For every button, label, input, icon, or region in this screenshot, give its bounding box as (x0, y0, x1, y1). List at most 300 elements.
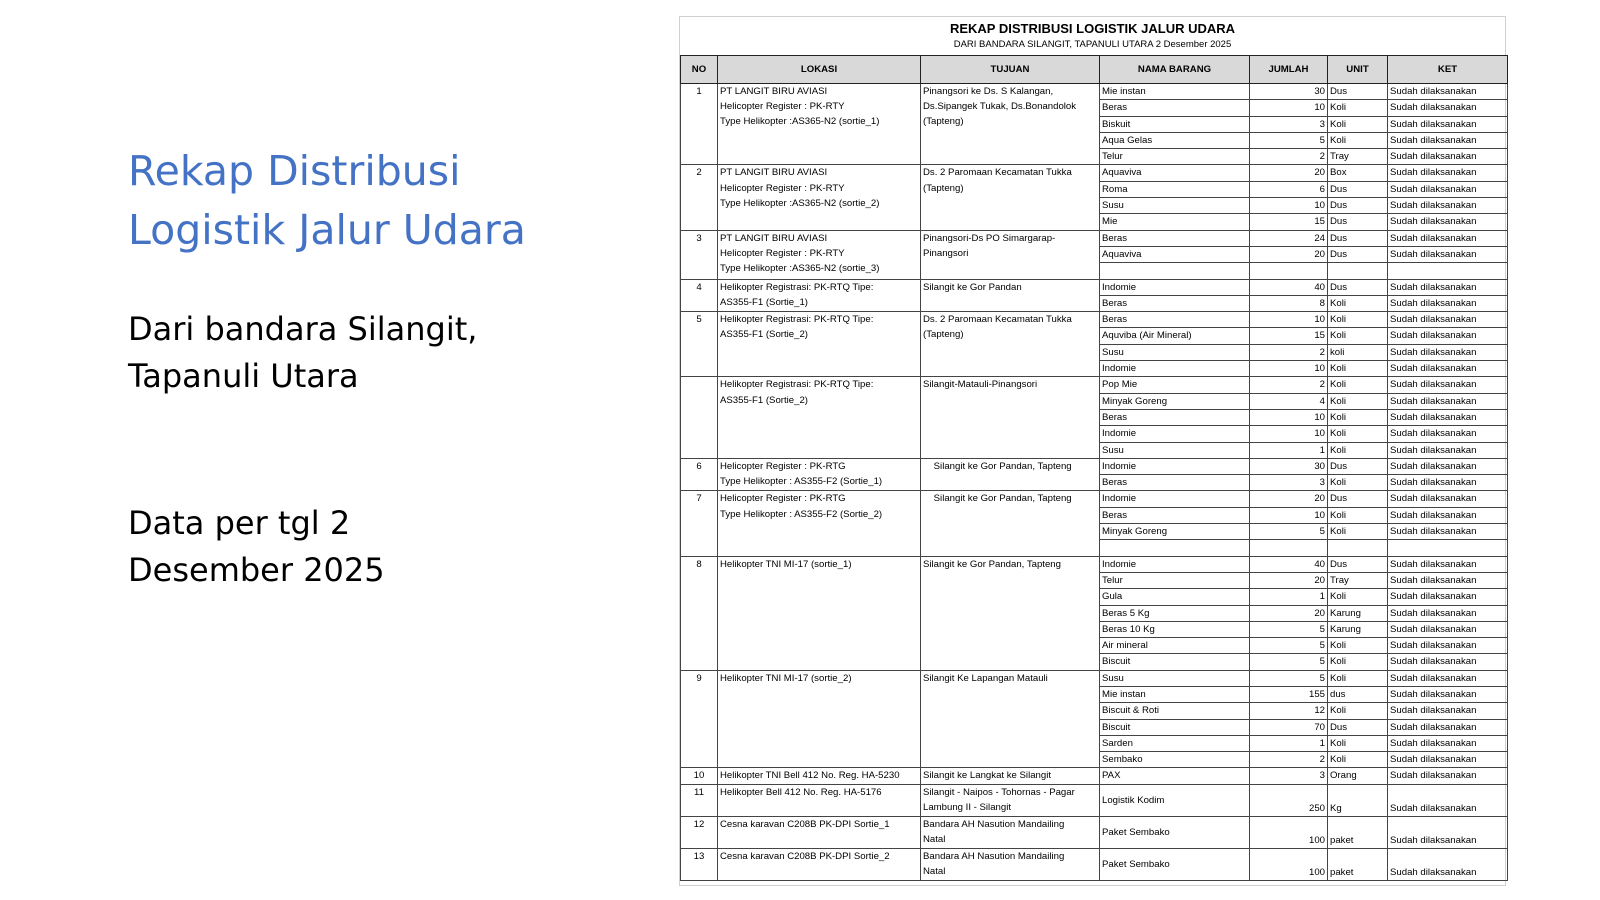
cell-jumlah: 10 (1250, 426, 1328, 442)
cell-unit: Dus (1328, 719, 1388, 735)
cell-ket: Sudah dilaksanakan (1388, 848, 1508, 880)
cell-unit: Koli (1328, 524, 1388, 540)
cell-jumlah: 10 (1250, 312, 1328, 328)
cell-ket: Sudah dilaksanakan (1388, 589, 1508, 605)
table-body (681, 84, 1508, 881)
cell-nama-barang: Aqua Gelas (1100, 132, 1250, 148)
cell-ket: Sudah dilaksanakan (1388, 84, 1508, 100)
table-row (681, 784, 1508, 816)
cell-nama-barang: Indomie (1100, 426, 1250, 442)
cell-ket (1388, 263, 1508, 279)
cell-no: 8 (681, 556, 718, 670)
slide-title-line-1: Rekap Distribusi (128, 147, 461, 195)
cell-ket: Sudah dilaksanakan (1388, 295, 1508, 311)
cell-jumlah (1250, 540, 1328, 556)
cell-ket: Sudah dilaksanakan (1388, 426, 1508, 442)
lokasi-line: Type Helikopter : AS355-F2 (Sortie_1) (720, 476, 883, 488)
lokasi-line: Helicopter Register : PK-RTG (720, 460, 846, 472)
spreadsheet-image (679, 16, 1506, 886)
cell-unit: Tray (1328, 572, 1388, 588)
table-row (681, 377, 1508, 393)
cell-unit: koli (1328, 344, 1388, 360)
cell-nama-barang: Indomie (1100, 491, 1250, 507)
cell-no: 10 (681, 768, 718, 784)
cell-unit: Orang (1328, 768, 1388, 784)
cell-lokasi (718, 491, 921, 556)
cell-lokasi (718, 377, 921, 458)
cell-unit: Dus (1328, 279, 1388, 295)
lokasi-line: Helikopter TNI Bell 412 No. Reg. HA-5230 (720, 770, 900, 782)
cell-nama-barang: Pop Mie (1100, 377, 1250, 393)
tujuan-line: (Tapteng) (923, 329, 964, 341)
cell-ket: Sudah dilaksanakan (1388, 165, 1508, 181)
cell-jumlah: 40 (1250, 556, 1328, 572)
lokasi-line: Type Helikopter :AS365-N2 (sortie_2) (720, 197, 880, 209)
tujuan-line: Silangit Ke Lapangan Matauli (923, 672, 1048, 684)
distribution-table (680, 55, 1508, 881)
tujuan-line: Silangit ke Langkat ke Silangit (923, 770, 1051, 782)
table-row (681, 84, 1508, 100)
cell-jumlah: 5 (1250, 654, 1328, 670)
origin-line-2: Tapanuli Utara (128, 357, 359, 395)
cell-tujuan (921, 458, 1100, 491)
cell-unit: Tray (1328, 149, 1388, 165)
cell-ket: Sudah dilaksanakan (1388, 100, 1508, 116)
cell-tujuan (921, 230, 1100, 279)
cell-ket: Sudah dilaksanakan (1388, 491, 1508, 507)
cell-no (681, 377, 718, 458)
tujuan-line: (Tapteng) (923, 116, 964, 128)
cell-jumlah: 30 (1250, 458, 1328, 474)
cell-lokasi (718, 784, 921, 816)
cell-unit: Koli (1328, 670, 1388, 686)
cell-ket: Sudah dilaksanakan (1388, 735, 1508, 751)
cell-unit: Koli (1328, 442, 1388, 458)
tujuan-line: Natal (923, 833, 946, 845)
cell-jumlah: 15 (1250, 328, 1328, 344)
cell-ket: Sudah dilaksanakan (1388, 361, 1508, 377)
tujuan-line: Ds. 2 Paromaan Kecamatan Tukka (923, 167, 1072, 179)
cell-unit: Dus (1328, 214, 1388, 230)
tujuan-line: Pinangsori ke Ds. S Kalangan, (923, 86, 1054, 97)
lokasi-line: Type Helikopter :AS365-N2 (sortie_1) (720, 116, 880, 128)
cell-nama-barang: Indomie (1100, 556, 1250, 572)
cell-jumlah: 20 (1250, 605, 1328, 621)
cell-nama-barang: Beras (1100, 230, 1250, 246)
cell-unit: paket (1328, 848, 1388, 880)
cell-ket: Sudah dilaksanakan (1388, 198, 1508, 214)
lokasi-line: Helicopter Register : PK-RTG (720, 493, 846, 505)
date-line-2: Desember 2025 (128, 551, 385, 589)
cell-no: 11 (681, 784, 718, 816)
cell-nama-barang: Minyak Goreng (1100, 524, 1250, 540)
cell-unit: Koli (1328, 752, 1388, 768)
table-row (681, 279, 1508, 295)
cell-jumlah: 2 (1250, 752, 1328, 768)
cell-unit: Koli (1328, 328, 1388, 344)
lokasi-line: Cesna karavan C208B PK-DPI Sortie_2 (720, 850, 890, 862)
cell-unit: Dus (1328, 491, 1388, 507)
tujuan-line: Pinangsori (923, 247, 969, 259)
cell-nama-barang: Air mineral (1100, 638, 1250, 654)
cell-ket: Sudah dilaksanakan (1388, 377, 1508, 393)
cell-ket: Sudah dilaksanakan (1388, 214, 1508, 230)
cell-no: 9 (681, 670, 718, 768)
cell-nama-barang: Biscuit & Roti (1100, 703, 1250, 719)
cell-jumlah: 5 (1250, 638, 1328, 654)
cell-tujuan (921, 784, 1100, 816)
cell-nama-barang: Biscuit (1100, 719, 1250, 735)
cell-ket: Sudah dilaksanakan (1388, 181, 1508, 197)
cell-ket: Sudah dilaksanakan (1388, 605, 1508, 621)
cell-jumlah: 10 (1250, 198, 1328, 214)
cell-nama-barang: Susu (1100, 198, 1250, 214)
table-row (681, 230, 1508, 246)
cell-nama-barang: Sembako (1100, 752, 1250, 768)
cell-lokasi (718, 768, 921, 784)
tujuan-line: Bandara AH Nasution Mandailing (923, 818, 1065, 830)
cell-ket: Sudah dilaksanakan (1388, 507, 1508, 523)
cell-nama-barang: Sarden (1100, 735, 1250, 751)
cell-nama-barang: Biscuit (1100, 654, 1250, 670)
cell-jumlah: 2 (1250, 344, 1328, 360)
cell-jumlah: 10 (1250, 507, 1328, 523)
slide-title-line-2: Logistik Jalur Udara (128, 206, 526, 254)
cell-nama-barang: Minyak Goreng (1100, 393, 1250, 409)
cell-nama-barang: Biskuit (1100, 116, 1250, 132)
lokasi-line: Helikopter TNI MI-17 (sortie_2) (720, 672, 852, 684)
cell-tujuan (921, 312, 1100, 377)
cell-ket: Sudah dilaksanakan (1388, 393, 1508, 409)
cell-no: 7 (681, 491, 718, 556)
cell-nama-barang: Mie instan (1100, 686, 1250, 702)
cell-jumlah: 1 (1250, 589, 1328, 605)
cell-ket: Sudah dilaksanakan (1388, 719, 1508, 735)
cell-unit: Koli (1328, 409, 1388, 425)
cell-unit (1328, 263, 1388, 279)
cell-ket: Sudah dilaksanakan (1388, 475, 1508, 491)
cell-jumlah: 8 (1250, 295, 1328, 311)
tujuan-line: Silangit - Naipos - Tohornas - Pagar (923, 786, 1075, 798)
origin-line-1: Dari bandara Silangit, (128, 310, 478, 348)
cell-tujuan (921, 165, 1100, 230)
cell-nama-barang: Mie (1100, 214, 1250, 230)
cell-tujuan (921, 816, 1100, 848)
cell-lokasi (718, 230, 921, 279)
cell-jumlah: 20 (1250, 246, 1328, 262)
tujuan-line: Ds.Sipangek Tukak, Ds.Bonandolok (923, 101, 1077, 113)
table-row (681, 816, 1508, 848)
tujuan-line: Silangit ke Gor Pandan, Tapteng (923, 460, 1072, 472)
tujuan-line: Silangit ke Gor Pandan (923, 281, 1022, 293)
cell-unit: Koli (1328, 132, 1388, 148)
cell-no: 6 (681, 458, 718, 491)
tujuan-line: Bandara AH Nasution Mandailing (923, 850, 1065, 862)
lokasi-line: AS355-F1 (Sortie_1) (720, 296, 808, 308)
lokasi-line: Helicopter Register : PK-RTY (720, 101, 845, 113)
cell-nama-barang: Paket Sembako (1100, 848, 1250, 880)
table-header-row (681, 56, 1508, 84)
cell-jumlah: 5 (1250, 670, 1328, 686)
cell-unit: Koli (1328, 703, 1388, 719)
lokasi-line: AS355-F1 (Sortie_2) (720, 329, 808, 341)
cell-nama-barang: Aquaviva (1100, 246, 1250, 262)
tujuan-line: Lambung II - Silangit (923, 801, 1011, 813)
cell-jumlah: 10 (1250, 361, 1328, 377)
cell-ket: Sudah dilaksanakan (1388, 279, 1508, 295)
cell-unit: Koli (1328, 654, 1388, 670)
cell-ket: Sudah dilaksanakan (1388, 670, 1508, 686)
cell-lokasi (718, 84, 921, 165)
cell-nama-barang: Indomie (1100, 279, 1250, 295)
cell-lokasi (718, 458, 921, 491)
cell-unit: Dus (1328, 246, 1388, 262)
lokasi-line: Helikopter Registrasi: PK-RTQ Tipe: (720, 379, 874, 391)
cell-ket: Sudah dilaksanakan (1388, 230, 1508, 246)
table-row (681, 768, 1508, 784)
cell-jumlah: 15 (1250, 214, 1328, 230)
cell-nama-barang: PAX (1100, 768, 1250, 784)
cell-nama-barang: Aquaviva (1100, 165, 1250, 181)
cell-ket: Sudah dilaksanakan (1388, 328, 1508, 344)
cell-ket: Sudah dilaksanakan (1388, 784, 1508, 816)
cell-ket: Sudah dilaksanakan (1388, 638, 1508, 654)
table-row (681, 312, 1508, 328)
cell-ket: Sudah dilaksanakan (1388, 246, 1508, 262)
cell-jumlah: 3 (1250, 116, 1328, 132)
cell-jumlah: 100 (1250, 848, 1328, 880)
cell-tujuan (921, 556, 1100, 670)
cell-ket: Sudah dilaksanakan (1388, 312, 1508, 328)
cell-jumlah: 20 (1250, 165, 1328, 181)
cell-jumlah: 24 (1250, 230, 1328, 246)
lokasi-line: Helikopter Registrasi: PK-RTQ Tipe: (720, 314, 874, 326)
cell-unit: Koli (1328, 638, 1388, 654)
cell-unit: Dus (1328, 458, 1388, 474)
table-row (681, 670, 1508, 686)
table-row (681, 165, 1508, 181)
cell-nama-barang: Beras 5 Kg (1100, 605, 1250, 621)
lokasi-line: AS355-F1 (Sortie_2) (720, 394, 808, 406)
lokasi-line: PT LANGIT BIRU AVIASI (720, 232, 828, 244)
slide-title (128, 142, 598, 260)
cell-nama-barang: Beras (1100, 475, 1250, 491)
cell-lokasi (718, 279, 921, 312)
cell-ket: Sudah dilaksanakan (1388, 621, 1508, 637)
cell-unit: Koli (1328, 295, 1388, 311)
cell-ket: Sudah dilaksanakan (1388, 816, 1508, 848)
cell-jumlah (1250, 263, 1328, 279)
cell-ket (1388, 540, 1508, 556)
cell-jumlah: 20 (1250, 491, 1328, 507)
cell-tujuan (921, 768, 1100, 784)
lokasi-line: Helicopter Register : PK-RTY (720, 182, 845, 194)
tujuan-line: Silangit ke Gor Pandan, Tapteng (923, 493, 1072, 505)
lokasi-line: Cesna karavan C208B PK-DPI Sortie_1 (720, 818, 890, 830)
cell-nama-barang: Beras (1100, 100, 1250, 116)
cell-nama-barang: Beras (1100, 312, 1250, 328)
cell-lokasi (718, 848, 921, 880)
cell-nama-barang: Logistik Kodim (1100, 784, 1250, 816)
cell-jumlah: 5 (1250, 621, 1328, 637)
cell-ket: Sudah dilaksanakan (1388, 524, 1508, 540)
cell-jumlah: 155 (1250, 686, 1328, 702)
cell-nama-barang: Telur (1100, 572, 1250, 588)
cell-ket: Sudah dilaksanakan (1388, 556, 1508, 572)
cell-jumlah: 10 (1250, 100, 1328, 116)
lokasi-line: Helicopter Register : PK-RTY (720, 247, 845, 259)
cell-ket: Sudah dilaksanakan (1388, 409, 1508, 425)
cell-nama-barang: Aquviba (Air Mineral) (1100, 328, 1250, 344)
cell-unit: Koli (1328, 393, 1388, 409)
cell-nama-barang: Susu (1100, 670, 1250, 686)
cell-unit: Koli (1328, 507, 1388, 523)
cell-unit: Dus (1328, 84, 1388, 100)
cell-tujuan (921, 377, 1100, 458)
cell-ket: Sudah dilaksanakan (1388, 116, 1508, 132)
cell-nama-barang: Indomie (1100, 458, 1250, 474)
cell-ket: Sudah dilaksanakan (1388, 752, 1508, 768)
cell-jumlah: 30 (1250, 84, 1328, 100)
lokasi-line: Helikopter Registrasi: PK-RTQ Tipe: (720, 281, 874, 293)
cell-nama-barang: Beras (1100, 409, 1250, 425)
lokasi-line: PT LANGIT BIRU AVIASI (720, 167, 828, 179)
cell-lokasi (718, 670, 921, 768)
cell-unit: Koli (1328, 377, 1388, 393)
cell-nama-barang: Telur (1100, 149, 1250, 165)
cell-ket: Sudah dilaksanakan (1388, 686, 1508, 702)
cell-no: 12 (681, 816, 718, 848)
lokasi-line: Type Helikopter : AS355-F2 (Sortie_2) (720, 508, 883, 520)
cell-jumlah: 5 (1250, 524, 1328, 540)
cell-unit (1328, 540, 1388, 556)
cell-unit: Koli (1328, 426, 1388, 442)
date-line-1: Data per tgl 2 (128, 504, 351, 542)
cell-tujuan (921, 491, 1100, 556)
lokasi-line: Type Helikopter :AS365-N2 (sortie_3) (720, 263, 880, 275)
cell-unit: Dus (1328, 556, 1388, 572)
cell-unit: dus (1328, 686, 1388, 702)
cell-tujuan (921, 670, 1100, 768)
cell-ket: Sudah dilaksanakan (1388, 572, 1508, 588)
cell-unit: Dus (1328, 198, 1388, 214)
cell-jumlah: 10 (1250, 409, 1328, 425)
tujuan-line: (Tapteng) (923, 182, 964, 194)
cell-jumlah: 1 (1250, 735, 1328, 751)
cell-unit: paket (1328, 816, 1388, 848)
header-nama-barang: NAMA BARANG (1100, 56, 1250, 84)
date-text (128, 500, 598, 594)
cell-jumlah: 5 (1250, 132, 1328, 148)
cell-nama-barang: Paket Sembako (1100, 816, 1250, 848)
lokasi-line: PT LANGIT BIRU AVIASI (720, 86, 828, 97)
tujuan-line: Silangit-Matauli-Pinangsori (923, 379, 1038, 391)
cell-unit: Koli (1328, 475, 1388, 491)
cell-nama-barang: Beras (1100, 295, 1250, 311)
sheet-title: REKAP DISTRIBUSI LOGISTIK JALUR UDARA (949, 21, 1236, 36)
cell-lokasi (718, 312, 921, 377)
cell-jumlah: 20 (1250, 572, 1328, 588)
cell-nama-barang: Roma (1100, 181, 1250, 197)
cell-ket: Sudah dilaksanakan (1388, 654, 1508, 670)
cell-unit: Koli (1328, 312, 1388, 328)
cell-tujuan (921, 84, 1100, 165)
cell-no: 1 (681, 84, 718, 165)
cell-unit: Dus (1328, 230, 1388, 246)
cell-lokasi (718, 165, 921, 230)
cell-no: 2 (681, 165, 718, 230)
cell-jumlah: 1 (1250, 442, 1328, 458)
cell-jumlah: 40 (1250, 279, 1328, 295)
cell-jumlah: 3 (1250, 768, 1328, 784)
header-jumlah: JUMLAH (1250, 56, 1328, 84)
table-row (681, 848, 1508, 880)
cell-unit: Kg (1328, 784, 1388, 816)
cell-ket: Sudah dilaksanakan (1388, 132, 1508, 148)
cell-nama-barang: Indomie (1100, 361, 1250, 377)
cell-ket: Sudah dilaksanakan (1388, 768, 1508, 784)
header-ket: KET (1388, 56, 1508, 84)
cell-jumlah: 70 (1250, 719, 1328, 735)
cell-tujuan (921, 848, 1100, 880)
cell-jumlah: 12 (1250, 703, 1328, 719)
cell-unit: Koli (1328, 361, 1388, 377)
cell-jumlah: 2 (1250, 377, 1328, 393)
cell-nama-barang (1100, 540, 1250, 556)
table-row (681, 491, 1508, 507)
cell-nama-barang: Susu (1100, 344, 1250, 360)
cell-nama-barang: Beras 10 Kg (1100, 621, 1250, 637)
cell-unit: Box (1328, 165, 1388, 181)
cell-ket: Sudah dilaksanakan (1388, 458, 1508, 474)
lokasi-line: Helikopter TNI MI-17 (sortie_1) (720, 558, 852, 570)
cell-unit: Koli (1328, 100, 1388, 116)
cell-no: 3 (681, 230, 718, 279)
tujuan-line: Ds. 2 Paromaan Kecamatan Tukka (923, 314, 1072, 326)
cell-ket: Sudah dilaksanakan (1388, 344, 1508, 360)
cell-nama-barang: Gula (1100, 589, 1250, 605)
cell-jumlah: 100 (1250, 816, 1328, 848)
cell-nama-barang: Beras (1100, 507, 1250, 523)
cell-unit: Karung (1328, 621, 1388, 637)
cell-lokasi (718, 556, 921, 670)
header-no: NO (681, 56, 718, 84)
cell-jumlah: 2 (1250, 149, 1328, 165)
cell-unit: Koli (1328, 589, 1388, 605)
cell-nama-barang (1100, 263, 1250, 279)
cell-tujuan (921, 279, 1100, 312)
cell-lokasi (718, 816, 921, 848)
header-lokasi: LOKASI (718, 56, 921, 84)
cell-jumlah: 4 (1250, 393, 1328, 409)
cell-unit: Koli (1328, 116, 1388, 132)
origin-text (128, 306, 598, 400)
tujuan-line: Silangit ke Gor Pandan, Tapteng (923, 558, 1061, 570)
header-unit: UNIT (1328, 56, 1388, 84)
cell-unit: Koli (1328, 735, 1388, 751)
cell-unit: Dus (1328, 181, 1388, 197)
table-row (681, 458, 1508, 474)
cell-no: 13 (681, 848, 718, 880)
cell-ket: Sudah dilaksanakan (1388, 442, 1508, 458)
sheet-subtitle: DARI BANDARA SILANGIT, TAPANULI UTARA 2 Desember 2025 (953, 39, 1232, 50)
cell-no: 5 (681, 312, 718, 377)
cell-jumlah: 3 (1250, 475, 1328, 491)
table-row (681, 556, 1508, 572)
cell-nama-barang: Mie instan (1100, 84, 1250, 100)
tujuan-line: Pinangsori-Ds PO Simargarap- (923, 232, 1056, 244)
cell-nama-barang: Susu (1100, 442, 1250, 458)
